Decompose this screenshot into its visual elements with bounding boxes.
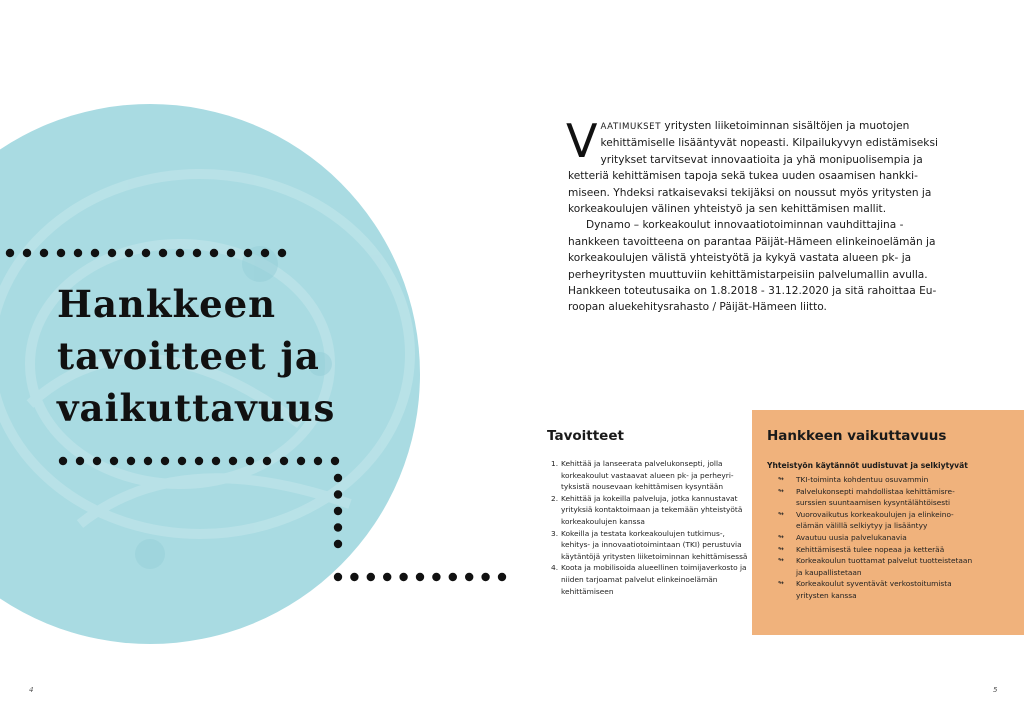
curved-arrow-icon: ↬ [778, 532, 784, 541]
frame-dot [91, 249, 99, 257]
frame-dot [23, 249, 31, 257]
frame-dot [244, 249, 252, 257]
frame-dot [125, 249, 133, 257]
curved-arrow-icon: ↬ [778, 579, 784, 588]
curved-arrow-icon: ↬ [778, 475, 784, 483]
frame-dot [229, 457, 237, 465]
frame-dot [93, 457, 101, 465]
intro-paragraph-1-text: yritysten liiketoiminnan sisältöjen ja muotojen kehittämiselle lisääntyvät nopeasti. Kilpailukyvyn edistämiseksi yritykset tarvitsevat innovaatioita ja yhä monipuolisempia ja ketteriä kehittämisen tapoja sekä tukea uuden osaamisen hankkimiseen. Yhdeksi ratkaisevaksi tekijäksi on noussut myös yritysten ja korkeakoulujen välinen yhteistyö ja sen kehittämisen mallit. [568, 120, 938, 216]
frame-dot [350, 573, 358, 581]
impact-item-text: Korkeakoulut syventävät verkostoitumista yritysten kanssa [796, 579, 952, 600]
impact-item-text: Kehittämisestä tulee nopeaa ja ketterää [796, 544, 945, 554]
goal-number: 2. [551, 493, 559, 503]
goal-text: Koota ja mobilisoida alueellinen toimijaverkosto ja niiden tarjoamat palvelut elinkeinoelämän kehittämiseen [561, 563, 747, 596]
frame-dot [210, 249, 218, 257]
goal-item [551, 493, 751, 528]
intro-paragraph-1 [566, 114, 940, 217]
frame-dot [178, 457, 186, 465]
frame-dot [127, 457, 135, 465]
frame-dot [263, 457, 271, 465]
goal-number: 4. [551, 563, 559, 573]
goals-heading: Tavoitteet [547, 428, 624, 444]
frame-dot [334, 490, 342, 498]
intro-paragraph-2: Dynamo – korkeakoulut innovaatiotoiminnan vauhdittajina -hankkeen tavoitteena on parantaa Päijät-Hämeen elinkeinoelämän ja korkeakoulujen välistä yhteistyötä ja kykyä vastata alueen pk- ja perheyritysten muuttuviin kehittämistarpeisiin palvelumallin avulla. Hankkeen toteutusaika on 1.8.2018 - 31.12.2020 ja sitä rahoittaa Euroopan aluekehitysrahasto / Päijät-Hämeen liitto. [568, 219, 937, 314]
frame-dot [6, 249, 14, 257]
frame-dot [57, 249, 65, 257]
frame-dot [59, 457, 67, 465]
impact-heading: Hankkeen vaikuttavuus [767, 428, 947, 444]
goal-number: 1. [551, 459, 559, 468]
goal-item [551, 528, 751, 563]
impact-item-text: Korkeakoulun tuottamat palvelut tuotteistetaan ja kaupallistetaan [796, 556, 973, 577]
curved-arrow-icon: ↬ [778, 486, 784, 495]
frame-dot [334, 523, 342, 531]
frame-dot [334, 507, 342, 515]
frame-dot [195, 457, 203, 465]
impact-item [778, 486, 978, 509]
frame-dot [314, 457, 322, 465]
frame-dot [74, 249, 82, 257]
impact-list [778, 474, 978, 602]
curved-arrow-icon: ↬ [778, 556, 784, 565]
frame-dot [278, 249, 286, 257]
frame-dot [110, 457, 118, 465]
frame-dot [227, 249, 235, 257]
frame-dot [246, 457, 254, 465]
goal-text: Kehittää ja kokeilla palveluja, jotka kannustavat yrityksiä kontaktoimaan ja tekemään yhteistyötä korkeakoulujen kanssa [561, 493, 743, 526]
intro-text [566, 114, 940, 316]
frame-dot [280, 457, 288, 465]
frame-dot [297, 457, 305, 465]
frame-dot [334, 474, 342, 482]
goal-text: Kehittää ja lanseerata palvelukonsepti, jolla korkeakoulut vastaavat alueen pk- ja perheyrityksistä nousevaan kehittämisen kysyntään [561, 459, 734, 492]
frame-dot [193, 249, 201, 257]
goal-number: 3. [551, 528, 559, 538]
impact-item-text: Palvelukonsepti mahdollistaa kehittämisresurssien suuntaamisen kysyntälähtöisesti [796, 486, 955, 508]
impact-item-text: TKI-toiminta kohdentuu osuvammin [796, 475, 929, 484]
frame-dot [416, 573, 424, 581]
frame-dot [161, 457, 169, 465]
goal-text: Kokeilla ja testata korkeakoulujen tutkimus-, kehitys- ja innovaatiotoimintaan (TKI) perustuvia käytäntöjä yritysten liiketoiminnan kehittämisessä [561, 528, 748, 561]
frame-dot [367, 573, 375, 581]
title-line-3: vaikuttavuus [57, 386, 336, 430]
frame-dot [144, 457, 152, 465]
impact-item [778, 578, 978, 601]
impact-item [778, 509, 978, 532]
impact-item-text: Vuorovaikutus korkeakoulujen ja elinkeinoelämän välillä selkiytyy ja lisääntyy [796, 509, 954, 531]
page-number-right: 5 [993, 686, 998, 694]
frame-dot [449, 573, 457, 581]
impact-item [778, 555, 978, 578]
frame-dot [176, 249, 184, 257]
frame-dot [76, 457, 84, 465]
frame-dot [383, 573, 391, 581]
frame-dot [432, 573, 440, 581]
goals-list [551, 458, 751, 597]
impact-item [778, 474, 978, 486]
title-line-1: Hankkeen [57, 282, 277, 326]
frame-dot [40, 249, 48, 257]
goal-item [551, 458, 751, 493]
frame-dot [334, 540, 342, 548]
drop-cap: V [566, 114, 598, 168]
frame-dot [498, 573, 506, 581]
frame-dot [142, 249, 150, 257]
impact-subheading: Yhteistyön käytännöt uudistuvat ja selkiytyvät [767, 461, 968, 470]
title-line-2: tavoitteet ja [57, 334, 320, 378]
frame-dot [261, 249, 269, 257]
impact-item [778, 544, 978, 556]
frame-dot [399, 573, 407, 581]
curved-arrow-icon: ↬ [778, 544, 784, 553]
frame-dot [465, 573, 473, 581]
page-title [57, 278, 335, 434]
goal-item [551, 562, 751, 597]
page-number-left: 4 [29, 686, 34, 694]
frame-dot [331, 457, 339, 465]
frame-dot [334, 573, 342, 581]
frame-dot [108, 249, 116, 257]
frame-dot [481, 573, 489, 581]
frame-dot [159, 249, 167, 257]
lead-smallcaps: AATIMUKSET [600, 122, 662, 132]
impact-item [778, 532, 978, 544]
impact-item-text: Avautuu uusia palvelukanavia [796, 532, 907, 542]
curved-arrow-icon: ↬ [778, 509, 784, 518]
frame-dot [212, 457, 220, 465]
